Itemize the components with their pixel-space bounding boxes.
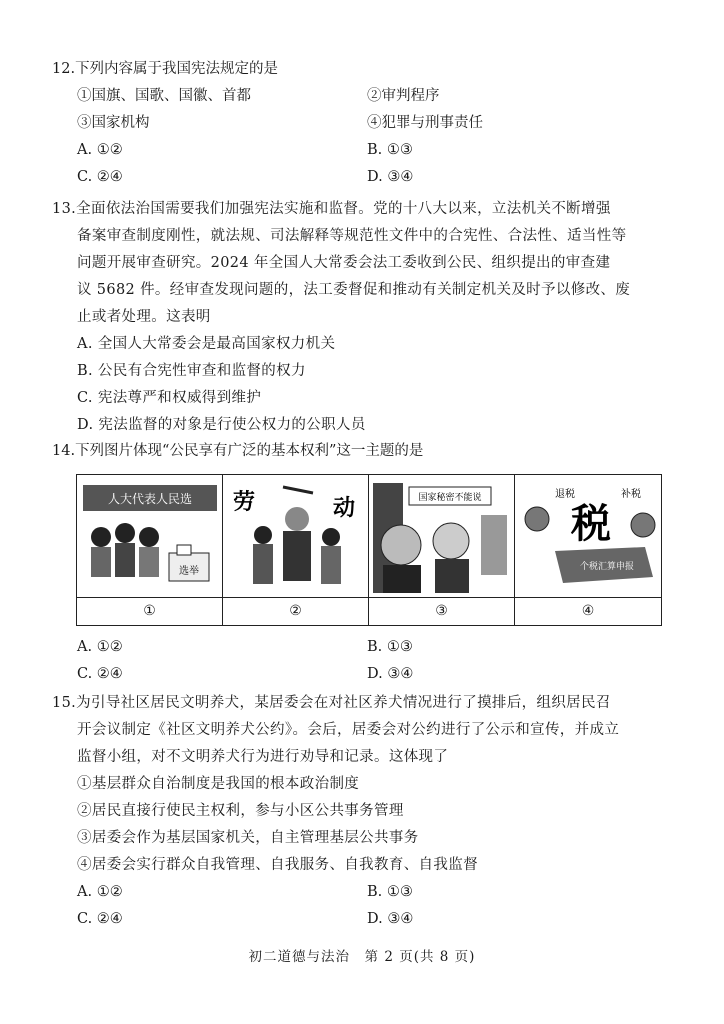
svg-text:补税: 补税 <box>621 489 641 500</box>
option-a[interactable]: A. ①② <box>77 884 123 900</box>
option-d[interactable]: D. ③④ <box>367 911 414 927</box>
state-secret-cartoon <box>369 475 515 597</box>
question-14 <box>52 438 682 465</box>
question-number: 12. <box>52 61 76 77</box>
option-d[interactable]: D. 宪法监督的对象是行使公权力的公职人员 <box>77 417 366 433</box>
question-stem: 下列图片体现“公民享有广泛的基本权利”这一主题的是 <box>75 443 424 459</box>
stem-line: 问题开展审查研究。2024 年全国人大常委会法工委收到公民、组织提出的审查建 <box>77 255 611 271</box>
option-b[interactable]: B. ①③ <box>367 884 413 900</box>
picture-label-1: ① <box>77 597 223 625</box>
option-c[interactable]: C. ②④ <box>77 666 123 682</box>
question-14-options <box>52 634 682 688</box>
picture-label-4: ④ <box>515 597 661 625</box>
svg-text:动: 动 <box>333 495 356 521</box>
svg-text:税: 税 <box>571 500 611 547</box>
question-13 <box>52 196 682 439</box>
question-12 <box>52 56 682 191</box>
picture-1 <box>77 475 223 597</box>
question-number: 15. <box>52 695 77 711</box>
picture-3 <box>369 475 515 597</box>
picture-table <box>76 474 662 626</box>
statement-3: ③居委会作为基层国家机关，自主管理基层公共事务 <box>77 830 419 846</box>
statement-4: ④居委会实行群众自我管理、自我服务、自我教育、自我监督 <box>77 857 478 873</box>
option-c[interactable]: C. ②④ <box>77 911 123 927</box>
statement-1: ①国旗、国歌、国徽、首都 <box>77 88 251 104</box>
labor-cartoon <box>223 475 369 597</box>
tax-cartoon <box>515 475 661 597</box>
option-b[interactable]: B. 公民有合宪性审查和监督的权力 <box>77 363 306 379</box>
statement-3: ③国家机构 <box>77 115 150 131</box>
option-a[interactable]: A. 全国人大常委会是最高国家权力机关 <box>77 336 336 352</box>
svg-text:退税: 退税 <box>555 489 575 500</box>
picture-label-2: ② <box>223 597 369 625</box>
svg-text:选举: 选举 <box>179 566 199 577</box>
option-a[interactable]: A. ①② <box>77 142 123 158</box>
stem-line: 全面依法治国需要我们加强宪法实施和监督。党的十八大以来，立法机关不断增强 <box>76 201 611 217</box>
svg-text:个税汇算申报: 个税汇算申报 <box>579 562 635 572</box>
question-15 <box>52 690 682 879</box>
stem-line: 议 5682 件。经审查发现问题的，法工委督促和推动有关制定机关及时予以修改、废 <box>77 282 631 298</box>
picture-label-3: ③ <box>369 597 515 625</box>
svg-text:劳: 劳 <box>233 489 256 515</box>
option-d[interactable]: D. ③④ <box>367 666 414 682</box>
svg-text:国家秘密不能说: 国家秘密不能说 <box>418 493 482 503</box>
picture-4 <box>515 475 661 597</box>
stem-line: 备案审查制度刚性，就法规、司法解释等规范性文件中的合宪性、合法性、适当性等 <box>77 228 627 244</box>
page-footer: 初二道德与法治 第 2 页(共 8 页) <box>248 949 476 965</box>
statement-2: ②居民直接行使民主权利，参与小区公共事务管理 <box>77 803 404 819</box>
option-b[interactable]: B. ①③ <box>367 142 413 158</box>
svg-text:人大代表人民选: 人大代表人民选 <box>107 492 193 506</box>
question-number: 13. <box>52 201 77 217</box>
option-a[interactable]: A. ①② <box>77 639 123 655</box>
option-b[interactable]: B. ①③ <box>367 639 413 655</box>
statement-1: ①基层群众自治制度是我国的根本政治制度 <box>77 776 360 792</box>
stem-line: 为引导社区居民文明养犬，某居委会在对社区养犬情况进行了摸排后，组织居民召 <box>76 695 611 711</box>
question-number: 14. <box>52 443 76 459</box>
election-cartoon <box>77 475 223 597</box>
option-c[interactable]: C. 宪法尊严和权威得到维护 <box>77 390 262 406</box>
stem-line: 开会议制定《社区文明养犬公约》。会后，居委会对公约进行了公示和宣传，并成立 <box>77 722 620 738</box>
picture-2 <box>223 475 369 597</box>
option-c[interactable]: C. ②④ <box>77 169 123 185</box>
stem-line: 止或者处理。这表明 <box>77 309 211 325</box>
statement-2: ②审判程序 <box>367 88 440 104</box>
stem-line: 监督小组，对不文明养犬行为进行劝导和记录。这体现了 <box>77 749 449 765</box>
question-15-options <box>52 879 682 933</box>
statement-4: ④犯罪与刑事责任 <box>367 115 483 131</box>
question-stem: 下列内容属于我国宪法规定的是 <box>75 61 279 77</box>
option-d[interactable]: D. ③④ <box>367 169 414 185</box>
